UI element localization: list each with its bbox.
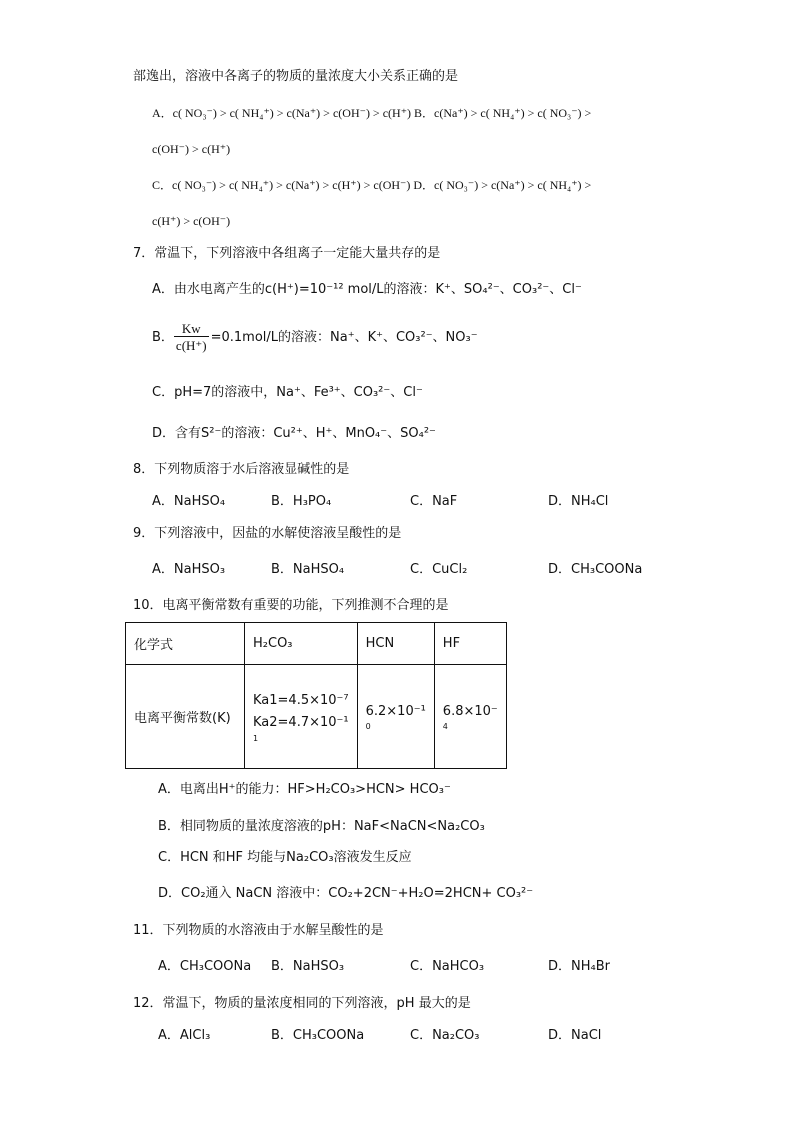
ionization-constant-table [125,622,507,769]
q8-option-a: A．NaHSO₄ [152,494,226,509]
q7-option-c: C．pH=7的溶液中，Na⁺、Fe³⁺、CO₃²⁻、Cl⁻ [152,385,423,400]
q11-option-d: D．NH₄Br [548,959,610,974]
table-header-h2co3: H₂CO₃ [245,623,358,665]
q6-stem: 部逸出，溶液中各离子的物质的量浓度大小关系正确的是 [133,69,459,84]
hcn-ka-wrap: 0 [365,721,371,731]
q6-options-ab-cont: c(OH⁻) > c(H⁺) [152,142,231,156]
q11-stem: 11．下列物质的水溶液由于水解呈酸性的是 [133,923,384,938]
q8-option-c: C．NaF [410,494,458,509]
q12-stem: 12．常温下，物质的量浓度相同的下列溶液，pH 最大的是 [133,996,471,1011]
q9-option-c: C．CuCl₂ [410,562,468,577]
q7-option-b [152,318,478,358]
table-header-hcn: HCN [357,623,434,665]
q11-option-a: A．CH₃COONa [158,959,252,974]
table-header-hf: HF [434,623,506,665]
q10-stem: 10．电离平衡常数有重要的功能，下列推测不合理的是 [133,598,449,613]
h2co3-ka1: Ka1=4.5×10⁻⁷ [253,692,349,708]
q10-option-a: A．电离出H⁺的能力：HF>H₂CO₃>HCN> HCO₃⁻ [158,782,451,797]
h2co3-ka2: Ka2=4.7×10⁻¹ [253,714,349,730]
q9-stem: 9．下列溶液中，因盐的水解使溶液呈酸性的是 [133,526,402,541]
table-header-formula: 化学式 [126,623,245,665]
q11-option-c: C．NaHCO₃ [410,959,485,974]
q10-option-c: C．HCN 和HF 均能与Na₂CO₃溶液发生反应 [158,850,412,865]
h2co3-ka2-wrap: 1 [253,733,259,743]
q7-option-a: A．由水电离产生的c(H⁺)=10⁻¹² mol/L的溶液：K⁺、SO₄²⁻、CO₃²⁻、Cl⁻ [152,282,582,297]
table-cell-hf [434,665,506,769]
q6-options-cd: C．c( NO₃⁻) > c( NH₄⁺) > c(Na⁺) > c(H⁺) > c(OH⁻) D．c( NO₃⁻) > c(Na⁺) > c( NH₄⁺) > [152,178,592,192]
table-header-row [126,623,507,665]
q9-option-d: D．CH₃COONa [548,562,643,577]
q7-option-b-prefix: B． [152,330,174,345]
q8-stem: 8．下列物质溶于水后溶液显碱性的是 [133,462,350,477]
q7-fraction-numerator: Kw [174,321,209,337]
q9-option-b: B．NaHSO₄ [271,562,345,577]
q10-option-d: D．CO₂通入 NaCN 溶液中：CO₂+2CN⁻+H₂O=2HCN+ CO₃²⁻ [158,886,534,901]
hf-ka-wrap: 4 [442,721,448,731]
q12-option-c: C．Na₂CO₃ [410,1028,480,1043]
q12-option-b: B．CH₃COONa [271,1028,365,1043]
table-row-label: 电离平衡常数(K) [126,665,245,769]
hcn-ka: 6.2×10⁻¹ [365,703,426,719]
table-cell-h2co3 [245,665,358,769]
table-cell-hcn [357,665,434,769]
q10-option-b: B．相同物质的量浓度溶液的pH：NaF<NaCN<Na₂CO₃ [158,819,485,834]
q7-option-b-fraction [174,321,209,354]
q12-option-d: D．NaCl [548,1028,602,1043]
q7-fraction-denominator: c(H⁺) [175,338,207,353]
q8-option-d: D．NH₄Cl [548,494,609,509]
q12-option-a: A．AlCl₃ [158,1028,211,1043]
q6-options-cd-cont: c(H⁺) > c(OH⁻) [152,214,231,228]
table-row-constants [126,665,507,769]
q7-stem: 7．常温下，下列溶液中各组离子一定能大量共存的是 [133,246,441,261]
q7-option-b-rest: =0.1mol/L的溶液：Na⁺、K⁺、CO₃²⁻、NO₃⁻ [210,330,478,345]
q6-options-ab: A．c( NO₃⁻) > c( NH₄⁺) > c(Na⁺) > c(OH⁻) > c(H⁺) B．c(Na⁺) > c( NH₄⁺) > c( NO₃⁻) > [152,106,592,120]
q8-option-b: B．H₃PO₄ [271,494,332,509]
q11-option-b: B．NaHSO₃ [271,959,345,974]
q7-option-d: D．含有S²⁻的溶液：Cu²⁺、H⁺、MnO₄⁻、SO₄²⁻ [152,426,436,441]
q9-option-a: A．NaHSO₃ [152,562,226,577]
hf-ka: 6.8×10⁻ [442,703,498,719]
